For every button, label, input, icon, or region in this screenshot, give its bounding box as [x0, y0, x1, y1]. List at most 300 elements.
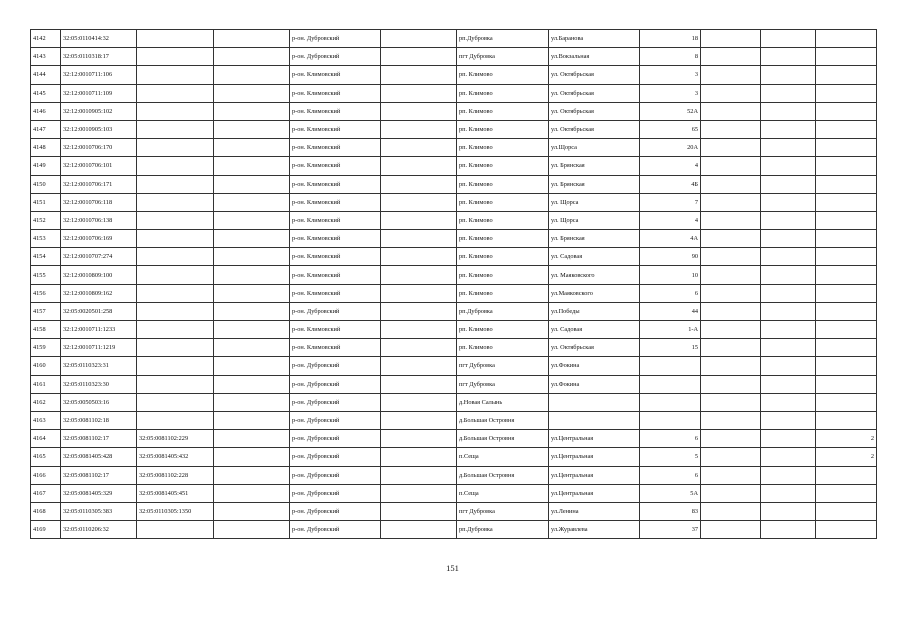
table-cell — [761, 48, 816, 66]
table-cell — [381, 157, 457, 175]
table-cell: 32:12:0010706:170 — [61, 139, 137, 157]
table-cell: ул.Центральная — [549, 466, 640, 484]
table-cell: 4147 — [31, 120, 61, 138]
table-cell: 32:12:0010707:274 — [61, 248, 137, 266]
table-cell — [214, 48, 290, 66]
table-cell: рп.Дубровка — [457, 521, 549, 539]
table-cell — [816, 84, 877, 102]
table-cell: рп.Дубровка — [457, 302, 549, 320]
table-cell — [761, 466, 816, 484]
table-cell — [381, 502, 457, 520]
table-cell — [761, 521, 816, 539]
table-cell: рп.Дубровка — [457, 30, 549, 48]
table-cell: д.Большая Островня — [457, 411, 549, 429]
table-cell — [701, 466, 761, 484]
table-cell: 4151 — [31, 193, 61, 211]
table-cell — [214, 284, 290, 302]
table-row — [31, 193, 877, 211]
table-cell: р-он. Климовский — [290, 266, 381, 284]
page-number: 151 — [446, 563, 459, 573]
table-cell — [761, 211, 816, 229]
table-cell: 32:05:0081405:432 — [137, 448, 214, 466]
table-cell — [137, 393, 214, 411]
table-cell: 4155 — [31, 266, 61, 284]
table-cell: 1-А — [640, 321, 701, 339]
table-cell — [214, 120, 290, 138]
table-cell — [761, 284, 816, 302]
table-cell — [549, 411, 640, 429]
table-cell: 8 — [640, 48, 701, 66]
table-cell: рп. Климово — [457, 157, 549, 175]
table-cell: 4150 — [31, 175, 61, 193]
table-cell: 32:12:0010809:100 — [61, 266, 137, 284]
table-cell: 4152 — [31, 211, 61, 229]
table-cell: р-он. Климовский — [290, 84, 381, 102]
table-cell — [701, 357, 761, 375]
table-cell — [381, 211, 457, 229]
table-cell — [214, 393, 290, 411]
table-cell — [701, 120, 761, 138]
table-cell: ул.Центральная — [549, 430, 640, 448]
table-cell — [214, 448, 290, 466]
table-cell: пгт Дубровка — [457, 502, 549, 520]
table-cell: д.Большая Островня — [457, 430, 549, 448]
table-cell — [381, 357, 457, 375]
table-cell — [381, 193, 457, 211]
table-cell: 15 — [640, 339, 701, 357]
table-cell — [214, 339, 290, 357]
table-cell: 4144 — [31, 66, 61, 84]
table-cell — [381, 84, 457, 102]
table-cell: р-он. Климовский — [290, 193, 381, 211]
table-cell: р-он. Дубровский — [290, 48, 381, 66]
table-cell — [381, 48, 457, 66]
table-cell — [381, 393, 457, 411]
table-cell — [816, 175, 877, 193]
table-cell: 6 — [640, 466, 701, 484]
table-cell — [381, 266, 457, 284]
table-row — [31, 284, 877, 302]
table-row — [31, 211, 877, 229]
table-cell: ул.Журавлева — [549, 521, 640, 539]
table-cell: рп. Климово — [457, 139, 549, 157]
table-cell: 7 — [640, 193, 701, 211]
table-cell: 32:05:0050503:16 — [61, 393, 137, 411]
table-cell: 4166 — [31, 466, 61, 484]
table-cell: ул. Щорса — [549, 193, 640, 211]
table-cell — [701, 102, 761, 120]
table-cell — [816, 48, 877, 66]
table-cell — [381, 284, 457, 302]
table-cell — [701, 448, 761, 466]
table-cell — [381, 430, 457, 448]
table-cell: рп. Климово — [457, 102, 549, 120]
table-cell: ул. Брянская — [549, 230, 640, 248]
table-cell: 4148 — [31, 139, 61, 157]
table-cell: 90 — [640, 248, 701, 266]
table-cell: 4Б — [640, 175, 701, 193]
table-cell — [761, 30, 816, 48]
table-cell — [701, 211, 761, 229]
table-cell: 32:12:0010711:1219 — [61, 339, 137, 357]
table-cell: 6 — [640, 284, 701, 302]
table-cell — [137, 339, 214, 357]
table-cell: 32:05:0081102:229 — [137, 430, 214, 448]
table-cell — [381, 120, 457, 138]
table-row — [31, 102, 877, 120]
table-cell: д.Новая Салынь — [457, 393, 549, 411]
table-cell — [381, 521, 457, 539]
table-cell — [761, 502, 816, 520]
table-cell — [816, 393, 877, 411]
table-cell: ул.Фокина — [549, 357, 640, 375]
table-cell: 32:05:0081102:17 — [61, 466, 137, 484]
table-cell — [761, 411, 816, 429]
table-cell — [701, 521, 761, 539]
table-cell — [701, 393, 761, 411]
table-cell — [761, 430, 816, 448]
table-cell: 32:05:0081102:18 — [61, 411, 137, 429]
table-cell: п.Сеща — [457, 484, 549, 502]
table-cell — [761, 120, 816, 138]
table-cell — [214, 521, 290, 539]
table-cell: р-он. Климовский — [290, 139, 381, 157]
table-cell — [214, 66, 290, 84]
table-cell — [214, 502, 290, 520]
table-cell: ул.Центральная — [549, 484, 640, 502]
table-cell: 4А — [640, 230, 701, 248]
table-cell — [816, 339, 877, 357]
table-cell — [214, 375, 290, 393]
table-cell: 32:05:0110305:1350 — [137, 502, 214, 520]
table-cell: 4154 — [31, 248, 61, 266]
table-cell: 4163 — [31, 411, 61, 429]
table-cell: ул. Октябрьская — [549, 339, 640, 357]
table-cell — [761, 393, 816, 411]
table-cell: 32:05:0081405:451 — [137, 484, 214, 502]
table-row — [31, 502, 877, 520]
table-cell — [381, 321, 457, 339]
table-cell — [214, 193, 290, 211]
table-cell: рп. Климово — [457, 120, 549, 138]
table-cell: 32:12:0010711:1233 — [61, 321, 137, 339]
table-cell — [137, 157, 214, 175]
table-cell: р-он. Дубровский — [290, 302, 381, 320]
table-cell — [816, 302, 877, 320]
table-cell — [701, 321, 761, 339]
table-cell — [816, 521, 877, 539]
table-row — [31, 157, 877, 175]
table-cell — [214, 248, 290, 266]
table-cell: ул. Октябрьская — [549, 66, 640, 84]
table-cell — [381, 66, 457, 84]
table-cell: ул. Брянская — [549, 157, 640, 175]
table-cell — [549, 393, 640, 411]
table-cell: 4143 — [31, 48, 61, 66]
table-row — [31, 448, 877, 466]
table-cell — [381, 102, 457, 120]
table-cell — [816, 321, 877, 339]
table-cell: р-он. Дубровский — [290, 411, 381, 429]
table-cell: 4157 — [31, 302, 61, 320]
table-cell — [137, 48, 214, 66]
table-cell: ул. Садовая — [549, 248, 640, 266]
table-cell — [137, 139, 214, 157]
table-cell: 4156 — [31, 284, 61, 302]
table-cell — [214, 484, 290, 502]
table-cell: 32:12:0010706:169 — [61, 230, 137, 248]
table-cell — [761, 230, 816, 248]
table-cell — [761, 484, 816, 502]
table-cell — [214, 302, 290, 320]
table-cell — [137, 84, 214, 102]
table-cell — [214, 84, 290, 102]
table-cell: 4161 — [31, 375, 61, 393]
table-cell — [701, 157, 761, 175]
table-cell — [701, 248, 761, 266]
table-cell — [701, 339, 761, 357]
table-cell — [761, 102, 816, 120]
table-cell — [701, 66, 761, 84]
table-cell — [214, 211, 290, 229]
table-cell — [214, 175, 290, 193]
table-cell — [816, 139, 877, 157]
table-cell: 32:12:0010905:102 — [61, 102, 137, 120]
table-cell — [701, 411, 761, 429]
table-cell: 4162 — [31, 393, 61, 411]
table-cell — [816, 193, 877, 211]
table-cell: рп. Климово — [457, 66, 549, 84]
table-cell: р-он. Дубровский — [290, 484, 381, 502]
table-cell — [137, 120, 214, 138]
table-cell: ул.Фокина — [549, 375, 640, 393]
table-cell — [137, 175, 214, 193]
table-cell: 32:12:0010706:118 — [61, 193, 137, 211]
table-cell: 32:05:0110305:383 — [61, 502, 137, 520]
table-cell: 4164 — [31, 430, 61, 448]
table-cell — [816, 248, 877, 266]
table-cell — [214, 102, 290, 120]
table-cell: 3 — [640, 66, 701, 84]
table-cell: 4 — [640, 157, 701, 175]
table-row — [31, 357, 877, 375]
table-cell — [761, 84, 816, 102]
table-cell — [701, 48, 761, 66]
table-cell: 32:05:0110323:30 — [61, 375, 137, 393]
table-cell: р-он. Дубровский — [290, 393, 381, 411]
table-cell: р-он. Климовский — [290, 157, 381, 175]
table-cell: ул. Октябрьская — [549, 120, 640, 138]
table-cell — [816, 66, 877, 84]
table-cell: 4149 — [31, 157, 61, 175]
table-cell — [137, 66, 214, 84]
table-row — [31, 430, 877, 448]
table-cell: 4142 — [31, 30, 61, 48]
table-cell — [214, 157, 290, 175]
table-cell — [701, 230, 761, 248]
table-cell: 32:12:0010809:162 — [61, 284, 137, 302]
table-cell: ул.Щорса — [549, 139, 640, 157]
table-cell: 83 — [640, 502, 701, 520]
table-cell: 32:05:0110318:17 — [61, 48, 137, 66]
table-cell: 44 — [640, 302, 701, 320]
table-cell — [137, 375, 214, 393]
table-cell: 32:05:0020501:258 — [61, 302, 137, 320]
table-cell: ул. Маяковского — [549, 266, 640, 284]
table-cell: 32:12:0010706:101 — [61, 157, 137, 175]
table-cell — [761, 139, 816, 157]
table-cell: 32:12:0010711:106 — [61, 66, 137, 84]
table-cell — [701, 84, 761, 102]
table-cell — [816, 284, 877, 302]
table-cell — [701, 30, 761, 48]
table-cell — [761, 157, 816, 175]
table-cell — [137, 102, 214, 120]
table-cell: рп. Климово — [457, 339, 549, 357]
table-cell: 4153 — [31, 230, 61, 248]
table-cell — [381, 230, 457, 248]
table-cell: рп. Климово — [457, 321, 549, 339]
table-cell: 18 — [640, 30, 701, 48]
table-cell: рп. Климово — [457, 84, 549, 102]
table-cell: 32:05:0110206:32 — [61, 521, 137, 539]
table-cell: р-он. Дубровский — [290, 430, 381, 448]
table-cell — [761, 302, 816, 320]
table-cell: рп. Климово — [457, 284, 549, 302]
table-cell: р-он. Климовский — [290, 66, 381, 84]
table-cell — [381, 448, 457, 466]
table-cell: ул. Брянская — [549, 175, 640, 193]
table-cell: рп. Климово — [457, 266, 549, 284]
table-cell — [761, 375, 816, 393]
table-cell: 65 — [640, 120, 701, 138]
table-row — [31, 230, 877, 248]
table-cell — [816, 30, 877, 48]
table-cell — [816, 157, 877, 175]
table-cell: 4169 — [31, 521, 61, 539]
table-cell — [137, 411, 214, 429]
table-cell: р-он. Климовский — [290, 120, 381, 138]
table-row — [31, 484, 877, 502]
table-cell: ул.Ленина — [549, 502, 640, 520]
table-cell: ул. Октябрьская — [549, 102, 640, 120]
table-cell — [761, 175, 816, 193]
table-cell: 4146 — [31, 102, 61, 120]
table-cell: р-он. Климовский — [290, 175, 381, 193]
table-cell: 5 — [640, 448, 701, 466]
table-row — [31, 120, 877, 138]
table-cell: п.Сеща — [457, 448, 549, 466]
table-row — [31, 66, 877, 84]
table-cell — [381, 484, 457, 502]
table-cell — [381, 302, 457, 320]
table-cell — [137, 302, 214, 320]
table-cell — [214, 139, 290, 157]
table-cell — [701, 193, 761, 211]
table-cell — [816, 120, 877, 138]
table-cell — [761, 357, 816, 375]
table-cell — [214, 466, 290, 484]
table-cell — [816, 502, 877, 520]
table-cell: р-он. Дубровский — [290, 466, 381, 484]
table-row — [31, 302, 877, 320]
table-cell: р-он. Дубровский — [290, 375, 381, 393]
table-cell: ул.Вокзальная — [549, 48, 640, 66]
table-cell: пгт Дубровка — [457, 48, 549, 66]
table-cell — [137, 357, 214, 375]
table-cell — [701, 430, 761, 448]
table-cell: р-он. Климовский — [290, 248, 381, 266]
table-cell — [761, 193, 816, 211]
table-cell: рп. Климово — [457, 211, 549, 229]
table-cell — [816, 266, 877, 284]
table-cell: р-он. Дубровский — [290, 357, 381, 375]
table-row — [31, 321, 877, 339]
table-row — [31, 411, 877, 429]
table-cell: 6 — [640, 430, 701, 448]
table-cell — [761, 248, 816, 266]
table-cell: р-он. Климовский — [290, 339, 381, 357]
table-cell — [381, 30, 457, 48]
table-cell — [137, 230, 214, 248]
table-cell: 32:05:0081102:17 — [61, 430, 137, 448]
table-cell: 20А — [640, 139, 701, 157]
table-cell — [761, 339, 816, 357]
table-row — [31, 521, 877, 539]
table-cell: 4159 — [31, 339, 61, 357]
table-cell: 4165 — [31, 448, 61, 466]
table-cell — [381, 175, 457, 193]
table-row — [31, 466, 877, 484]
table-cell: 37 — [640, 521, 701, 539]
table-row — [31, 175, 877, 193]
table-cell: ул. Щорса — [549, 211, 640, 229]
registry-table — [30, 29, 877, 539]
table-cell: 32:12:0010706:138 — [61, 211, 137, 229]
table-cell: 32:05:0081405:329 — [61, 484, 137, 502]
table-cell: ул. Садовая — [549, 321, 640, 339]
table-cell — [816, 411, 877, 429]
table-cell — [137, 193, 214, 211]
table-cell: 4160 — [31, 357, 61, 375]
table-cell: рп. Климово — [457, 248, 549, 266]
table-row — [31, 339, 877, 357]
table-cell: р-он. Климовский — [290, 321, 381, 339]
table-row — [31, 266, 877, 284]
table-cell: 4 — [640, 211, 701, 229]
table-cell — [214, 230, 290, 248]
table-cell: ул.Победы — [549, 302, 640, 320]
table-cell — [214, 411, 290, 429]
table-cell — [137, 284, 214, 302]
table-cell: р-он. Дубровский — [290, 448, 381, 466]
table-cell — [701, 484, 761, 502]
table-cell — [214, 430, 290, 448]
table-cell — [381, 339, 457, 357]
table-row — [31, 48, 877, 66]
table-cell — [214, 357, 290, 375]
table-cell: 2 — [816, 430, 877, 448]
table-cell — [381, 139, 457, 157]
table-row — [31, 139, 877, 157]
table-cell: р-он. Климовский — [290, 230, 381, 248]
table-cell: рп. Климово — [457, 175, 549, 193]
table-cell — [701, 302, 761, 320]
table-cell — [640, 357, 701, 375]
table-cell: р-он. Климовский — [290, 211, 381, 229]
table-cell — [816, 230, 877, 248]
table-cell: 4167 — [31, 484, 61, 502]
